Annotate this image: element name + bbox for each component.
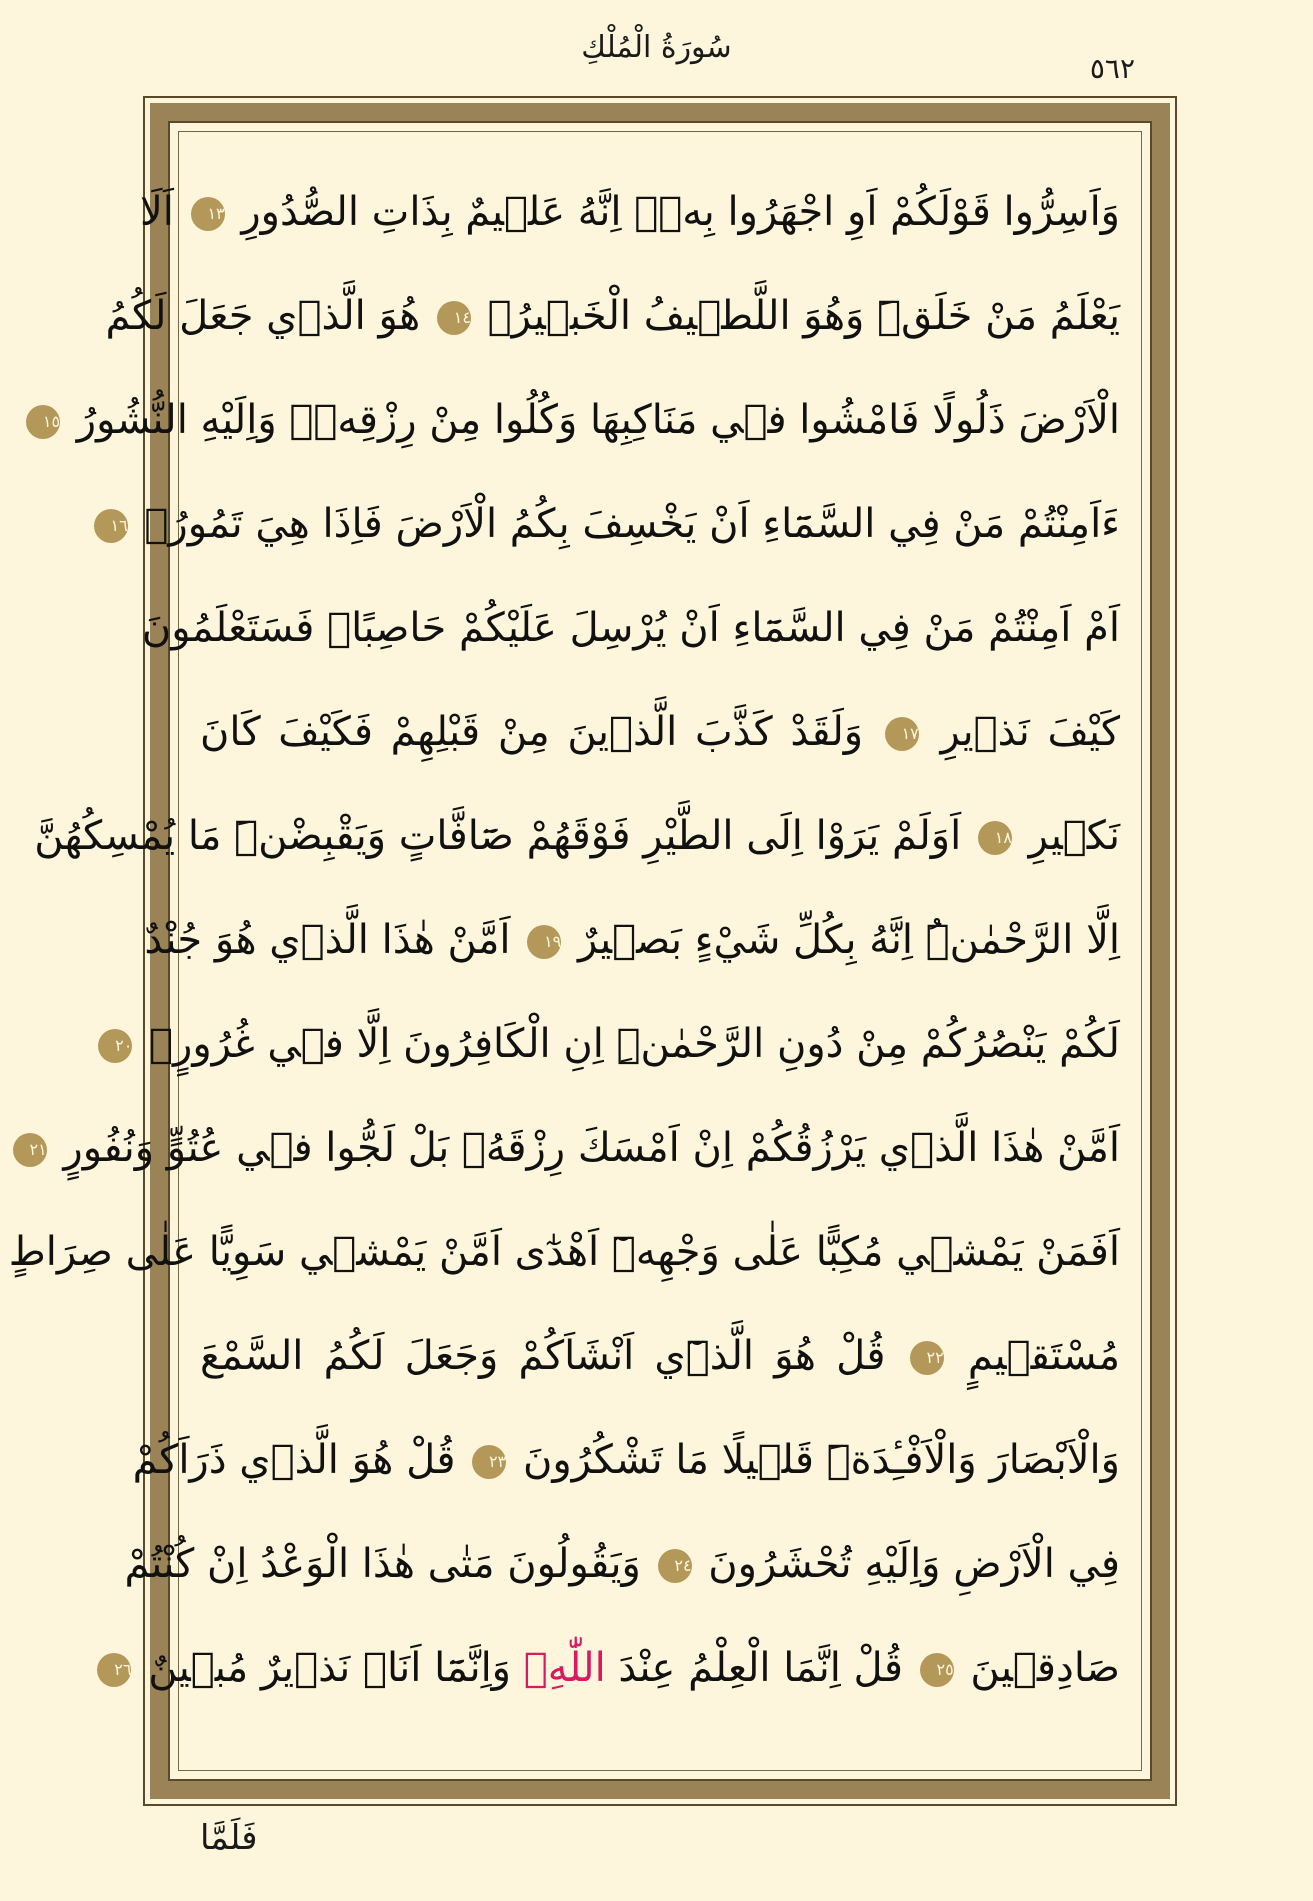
ayah-number-marker: ٢٦ [97, 1653, 131, 1687]
text-line [114, 1616, 1120, 1720]
ayah-number-marker: ٢٠ [98, 1029, 132, 1063]
verse-text: وَلَقَدْ كَذَّبَ الَّذ۪ينَ مِنْ قَبْلِهِمْ فَكَيْفَ كَانَ [200, 709, 864, 755]
verse-text: لَكُمْ يَنْصُرُكُمْ مِنْ دُونِ الرَّحْمٰنِۜ اِنِ الْكَافِرُونَ اِلَّا ف۪ي غُرُورٍۚ [149, 1021, 1120, 1067]
verse-text: صَادِق۪ينَ [970, 1645, 1120, 1691]
verse-text: اَمَّنْ هٰذَا الَّذ۪ي يَرْزُقُكُمْ اِنْ اَمْسَكَ رِزْقَهُۚ بَلْ لَجُّوا ف۪ي عُتُوٍّ وَنُفُورٍ [63, 1125, 1120, 1171]
verse-text: اَفَمَنْ يَمْش۪ي مُكِبًّا عَلٰى وَجْهِه۪ٓ اَهْدٰٓى اَمَّنْ يَمْش۪ي سَوِيًّا عَلٰى صِرَاطٍ [8, 1229, 1120, 1275]
verse-text: كَيْفَ نَذ۪يرِ [940, 709, 1120, 755]
text-line [110, 472, 1120, 576]
ayah-number-marker: ٢١ [13, 1133, 47, 1167]
text-line [42, 368, 1120, 472]
text-line [144, 888, 1120, 992]
quran-text-block [8, 160, 1121, 1720]
verse-text: قُلْ اِنَّمَا الْعِلْمُ عِنْدَ اللّٰهِۖ وَاِنَّمَٓا اَنَا۬ نَذ۪يرٌ مُب۪ينٌ [148, 1645, 903, 1691]
verse-text: مُسْتَق۪يمٍ [967, 1333, 1121, 1379]
verse-text: قُلْ هُوَ الَّذ۪ي ذَرَاَكُمْ [132, 1437, 456, 1483]
ayah-number-marker: ١٩ [527, 925, 561, 959]
verse-text: هُوَ الَّذ۪ي جَعَلَ لَكُمُ [105, 293, 421, 339]
ayah-number-marker: ٢٥ [920, 1653, 954, 1687]
text-line [34, 784, 1120, 888]
text-line [200, 680, 1120, 784]
surah-title: سُورَةُ الْمُلْكِ [581, 30, 732, 65]
verse-text: اَمْ اَمِنْتُمْ مَنْ فِي السَّمَٓاءِ اَنْ يُرْسِلَ عَلَيْكُمْ حَاصِبًاۜ فَسَتَعْلَمُونَ [141, 605, 1120, 651]
ayah-number-marker: ٢٤ [658, 1549, 692, 1583]
verse-text: فِي الْاَرْضِ وَاِلَيْهِ تُحْشَرُونَ [708, 1541, 1120, 1587]
page-number: ٥٦٢ [1089, 52, 1135, 85]
text-line [141, 576, 1120, 680]
verse-text: اَوَلَمْ يَرَوْا اِلَى الطَّيْرِ فَوْقَهُمْ صَٓافَّاتٍ وَيَقْبِضْنَۜ مَا يُمْسِكُهُنَّ [34, 813, 962, 859]
ayah-number-marker: ١٤ [437, 301, 471, 335]
catchword: فَلَمَّا [200, 1818, 258, 1858]
ayah-number-marker: ٢٢ [910, 1341, 944, 1375]
verse-text: وَيَقُولُونَ مَتٰى هٰذَا الْوَعْدُ اِنْ كُنْتُمْ [124, 1541, 641, 1587]
verse-text: وَالْاَبْصَارَ وَالْاَفْـِٔدَةَۜ قَل۪يلًا مَا تَشْكُرُونَ [522, 1437, 1120, 1483]
ayah-number-marker: ٢٣ [472, 1445, 506, 1479]
divine-name: اللّٰهِ [523, 1645, 606, 1691]
verse-text: قُلْ هُوَ الَّذ۪ٓي اَنْشَاَكُمْ وَجَعَلَ لَكُمُ السَّمْعَ [200, 1333, 886, 1379]
ayah-number-marker: ١٣ [191, 197, 225, 231]
verse-text: اِلَّا الرَّحْمٰنُۜ اِنَّهُ بِكُلِّ شَيْءٍ بَص۪يرٌ [577, 917, 1120, 963]
verse-text: اَمَّنْ هٰذَا الَّذ۪ي هُوَ جُنْدٌ [144, 917, 511, 963]
text-line [200, 1304, 1120, 1408]
ayah-number-marker: ١٦ [94, 509, 128, 543]
verse-text: ءَاَمِنْتُمْ مَنْ فِي السَّمَٓاءِ اَنْ يَخْسِفَ بِكُمُ الْاَرْضَ فَاِذَا هِيَ تَمُورُۙ [144, 501, 1120, 547]
verse-text: الْاَرْضَ ذَلُولًا فَامْشُوا ف۪ي مَنَاكِبِهَا وَكُلُوا مِنْ رِزْقِه۪ۜ وَاِلَيْهِ النُّشُورُ [76, 397, 1120, 443]
ayah-number-marker: ١٨ [978, 821, 1012, 855]
verse-text: اَلَا [139, 189, 174, 235]
text-line [105, 264, 1120, 368]
text-line [124, 1512, 1120, 1616]
text-line [115, 992, 1120, 1096]
ayah-number-marker: ١٥ [26, 405, 60, 439]
verse-text: يَعْلَمُ مَنْ خَلَقَۜ وَهُوَ اللَّط۪يفُ الْخَب۪يرُ۟ [487, 293, 1120, 339]
text-line [132, 1408, 1120, 1512]
verse-text: نَك۪يرِ [1028, 813, 1120, 859]
text-line [29, 1096, 1120, 1200]
text-line [139, 160, 1120, 264]
verse-text: وَاَسِرُّوا قَوْلَكُمْ اَوِ اجْهَرُوا بِه۪ۜ اِنَّهُ عَل۪يمٌ بِذَاتِ الصُّدُورِ [241, 189, 1120, 235]
ayah-number-marker: ١٧ [885, 717, 919, 751]
text-line [8, 1200, 1120, 1304]
